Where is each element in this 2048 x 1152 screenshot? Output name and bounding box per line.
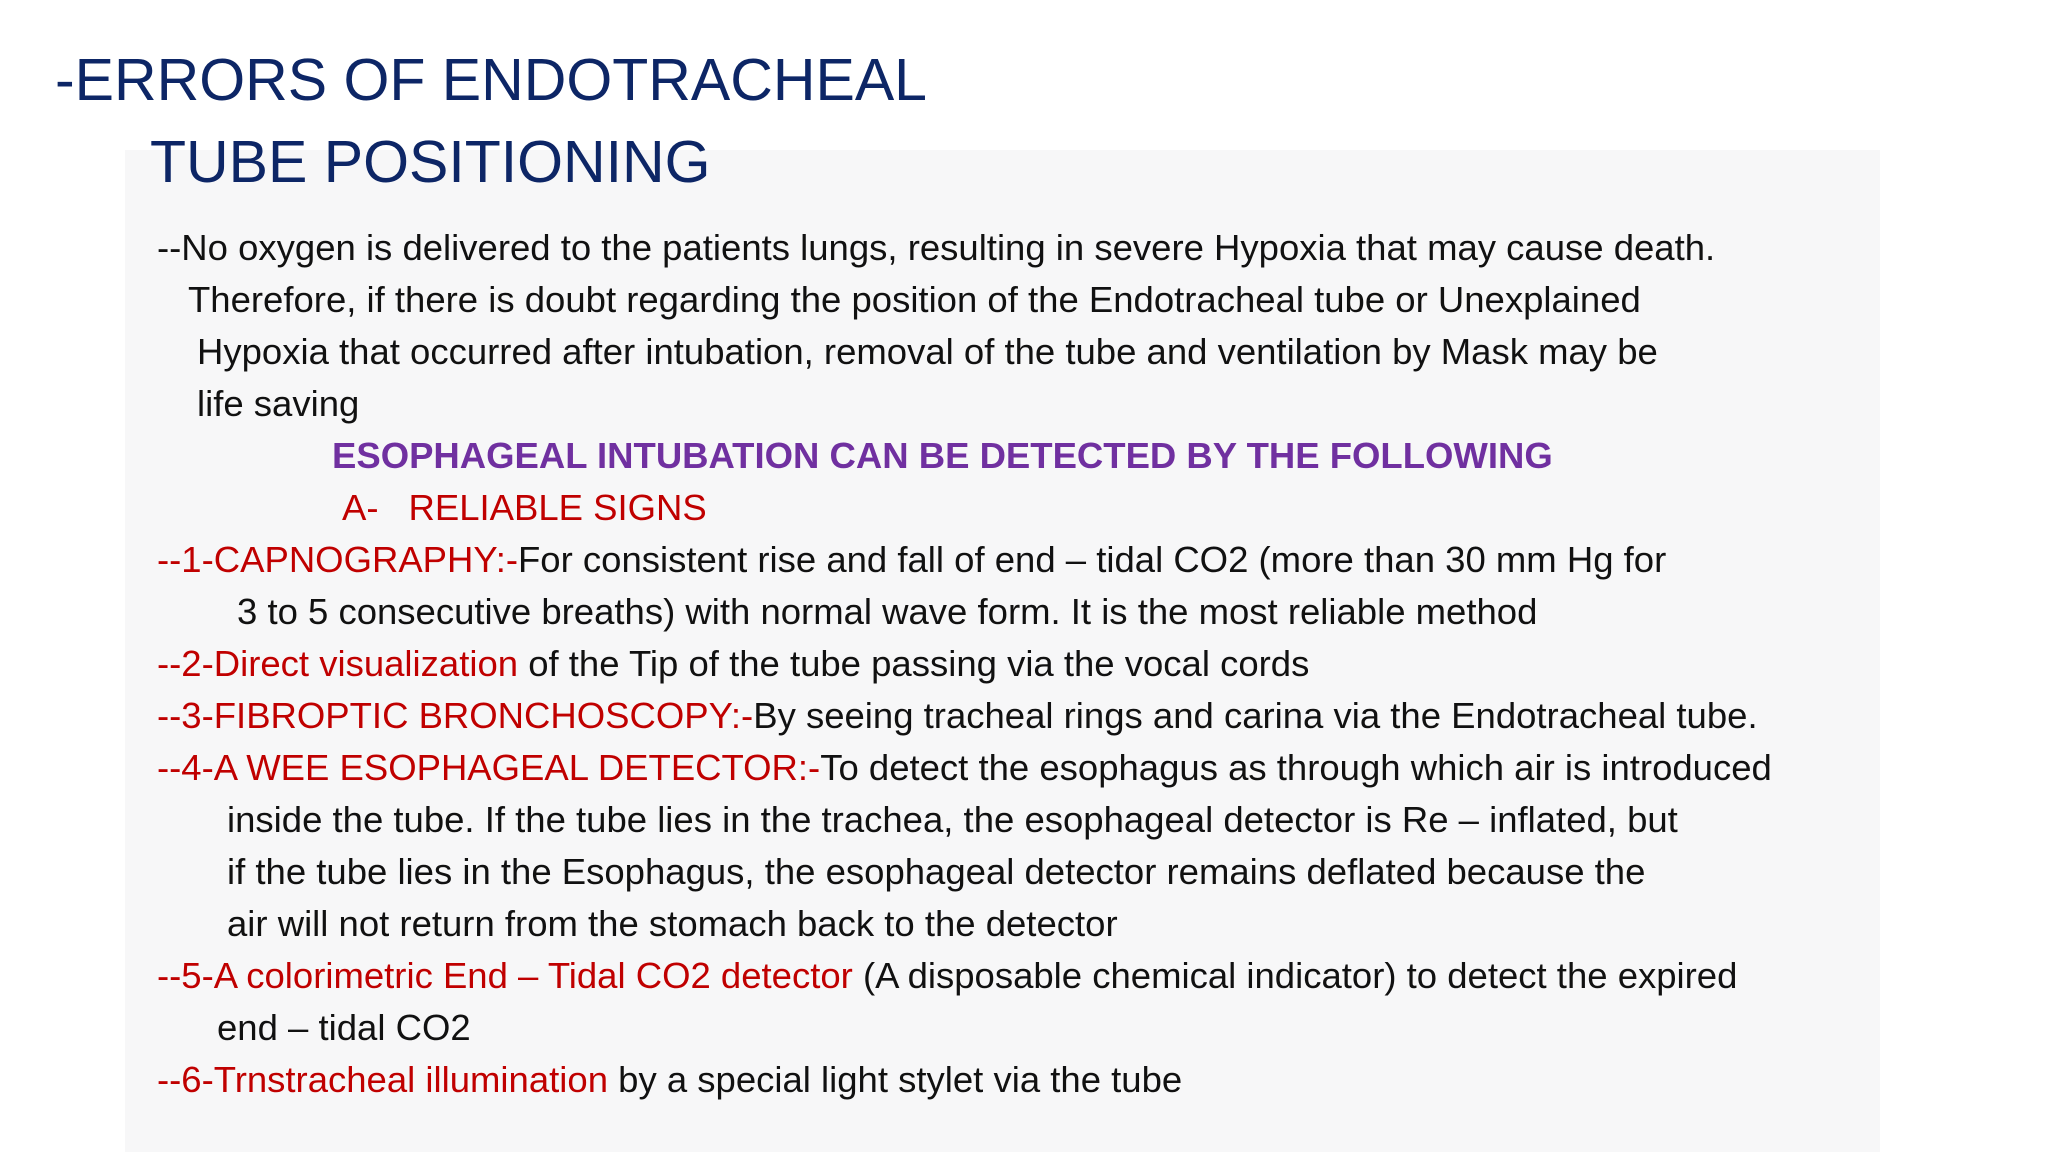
subheading-marker: A-: [342, 487, 379, 528]
item-4-text: To detect the esophagus as through which air is introduced: [820, 747, 1772, 788]
list-item-5: [157, 954, 1737, 998]
item-4-continuation-2: if the tube lies in the Esophagus, the esophageal detector remains deflated because the: [227, 851, 1646, 892]
item-4-label: --4-A WEE ESOPHAGEAL DETECTOR:-: [157, 747, 821, 788]
item-4-continuation-1: inside the tube. If the tube lies in the trachea, the esophageal detector is Re – inflated, but: [227, 799, 1678, 840]
subheading-label: RELIABLE SIGNS: [408, 487, 707, 528]
item-3-text: By seeing tracheal rings and carina via the Endotracheal tube.: [753, 695, 1758, 736]
intro-line-3: Hypoxia that occurred after intubation, removal of the tube and ventilation by Mask may be: [197, 331, 1658, 372]
item-2-label: --2-Direct visualization: [157, 643, 519, 684]
intro-line-1: --No oxygen is delivered to the patients lungs, resulting in severe Hypoxia that may cause death.: [157, 227, 1716, 268]
item-1-text: For consistent rise and fall of end – tidal CO2 (more than 30 mm Hg for: [518, 539, 1667, 580]
list-item-3: [157, 694, 1758, 738]
slide-title-line-1: -ERRORS OF ENDOTRACHEAL: [55, 47, 927, 113]
list-item-1: [157, 538, 1666, 582]
item-6-label: --6-Trnstracheal illumination: [157, 1059, 608, 1100]
item-2-text: of the Tip of the tube passing via the vocal cords: [518, 643, 1310, 684]
subheading: [342, 486, 707, 530]
item-3-label: --3-FIBROPTIC BRONCHOSCOPY:-: [157, 695, 754, 736]
item-4-continuation-3: air will not return from the stomach back to the detector: [227, 903, 1118, 944]
section-heading: ESOPHAGEAL INTUBATION CAN BE DETECTED BY THE FOLLOWING: [332, 435, 1553, 476]
item-5-continuation-1: end – tidal CO2: [217, 1007, 471, 1048]
list-item-2: [157, 642, 1309, 686]
intro-line-2: Therefore, if there is doubt regarding the position of the Endotracheal tube or Unexplained: [188, 279, 1641, 320]
intro-line-4: life saving: [197, 383, 360, 424]
list-item-6: [157, 1058, 1182, 1102]
item-1-continuation-1: 3 to 5 consecutive breaths) with normal wave form. It is the most reliable method: [237, 591, 1538, 632]
item-6-text: by a special light stylet via the tube: [608, 1059, 1183, 1100]
slide-title-line-2: TUBE POSITIONING: [150, 129, 711, 195]
item-1-label: --1-CAPNOGRAPHY:-: [157, 539, 518, 580]
item-5-label: --5-A colorimetric End – Tidal CO2 detector: [157, 955, 853, 996]
item-5-text: (A disposable chemical indicator) to detect the expired: [852, 955, 1738, 996]
list-item-4: [157, 746, 1772, 790]
